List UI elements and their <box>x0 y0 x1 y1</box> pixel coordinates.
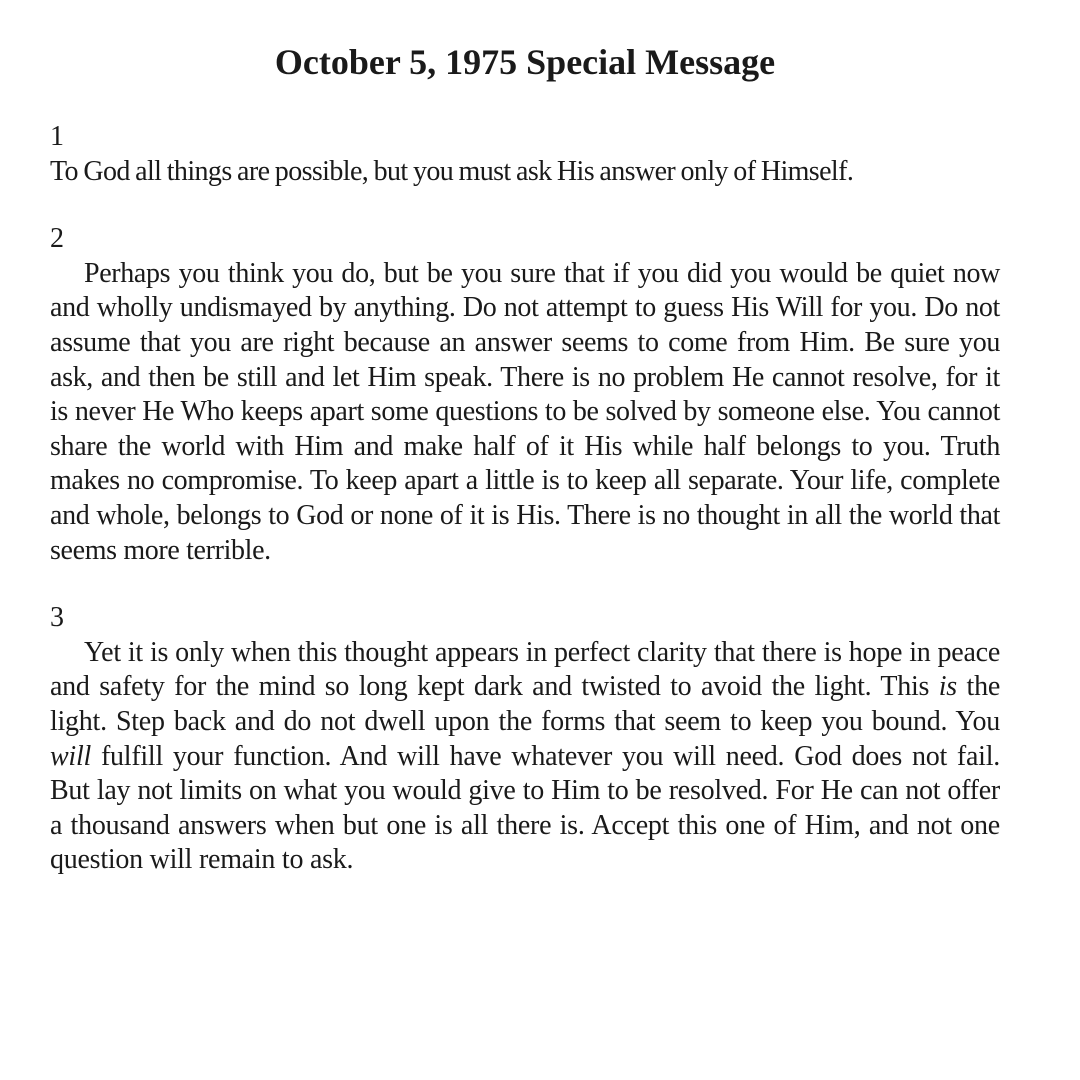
paragraph-text: fulfill your function. And will have whatever you will need. God does not fail. But lay not limits on what you would give to Him to be resolved. For He can not offer a thousand answers when but one is all there is. Accept this one of Him, and not one question will remain to ask. <box>50 740 1000 876</box>
section-1 <box>50 120 1000 189</box>
paragraph-text: Yet it is only when this thought appears in perfect clarity that there is hope in peace and safety for the mind so long kept dark and twisted to avoid the light. This <box>50 636 1000 703</box>
section-number: 3 <box>50 602 64 634</box>
emphasized-word: is <box>938 671 957 703</box>
section-number: 2 <box>50 223 64 255</box>
section-2 <box>50 222 1000 568</box>
section-paragraph: To God all things are possible, but you must ask His answer only of Himself. <box>50 155 854 187</box>
section-number: 1 <box>50 121 64 152</box>
emphasized-word: will <box>50 740 92 772</box>
section-paragraph: Perhaps you think you do, but be you sure that if you did you would be quiet now and wholly undismayed by anything. Do not attempt to guess His Will for you. Do not assume that you are right because an answer seems to come from Him. Be sure you ask, and then be still and let Him speak. There is no problem He cannot resolve, for it is never He Who keeps apart some questions to be solved by someone else. You cannot share the world with Him and make half of it His while half belongs to you. Truth makes no compromise. To keep apart a little is to keep all separate. Your life, complete and whole, belongs to God or none of it is His. There is no thought in all the world that seems more terrible. <box>50 257 1000 566</box>
document-page <box>50 38 1000 878</box>
section-paragraph <box>50 636 1000 878</box>
paragraph-text: the light. Step back and do not dwell upon the forms that seem to keep you bound. You <box>50 671 1000 737</box>
section-3 <box>50 601 1000 878</box>
page-title: October 5, 1975 Special Message <box>274 42 776 82</box>
